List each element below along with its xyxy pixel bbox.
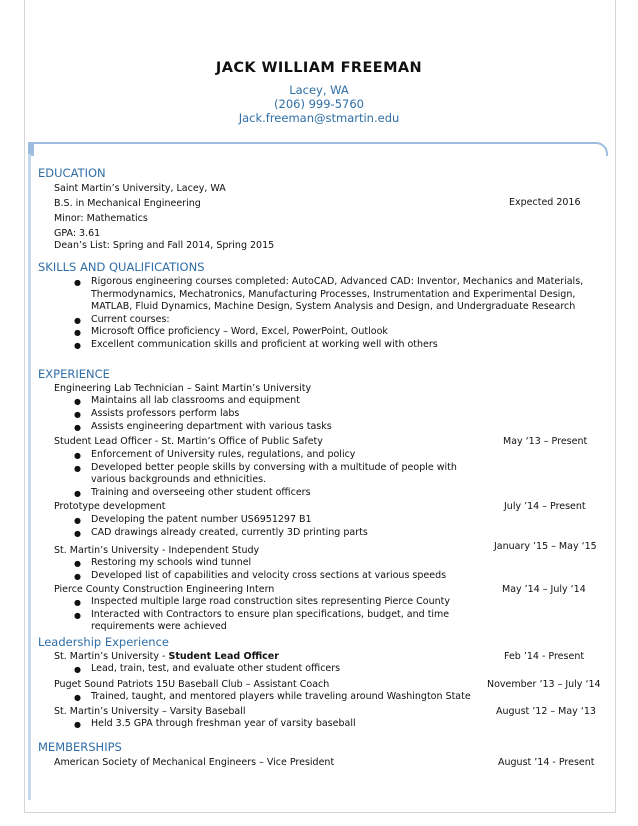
leadership-date: November ’13 – July ‘14 <box>487 679 601 690</box>
job-date: May ‘13 – Present <box>503 436 588 447</box>
bullet-icon: ● <box>74 410 81 419</box>
job-title: Prototype development <box>54 501 166 512</box>
memberships-heading: MEMBERSHIPS <box>38 740 122 754</box>
leadership-title: Puget Sound Patriots 15U Baseball Club – Assistant Coach <box>54 679 330 690</box>
skills-heading: SKILLS AND QUALIFICATIONS <box>38 260 205 274</box>
candidate-name: JACK WILLIAM FREEMAN <box>215 60 423 76</box>
bullet-icon: ● <box>74 559 81 568</box>
job-date: July ’14 – Present <box>504 501 586 512</box>
skills-item: Current courses: <box>91 314 170 325</box>
bullet-icon: ● <box>74 572 81 581</box>
leadership-org: St. Martin’s University - <box>54 651 169 662</box>
bullet-icon: ● <box>74 598 81 607</box>
leadership-bullet: Trained, taught, and mentored players while traveling around Washington State <box>91 691 471 702</box>
candidate-phone: (206) 999-5760 <box>274 97 364 111</box>
candidate-email: Jack.freeman@stmartin.edu <box>238 111 400 125</box>
leadership-date: August ’12 – May ‘13 <box>496 706 596 717</box>
job-bullet: Developed list of capabilities and velocity cross sections at various speeds <box>91 570 447 581</box>
candidate-city: Lacey, WA <box>289 83 349 97</box>
job-title: Pierce County Construction Engineering Intern <box>54 584 275 595</box>
membership-date: August ’14 - Present <box>498 757 595 768</box>
bullet-icon: ● <box>74 278 81 287</box>
bullet-icon: ● <box>74 720 81 729</box>
bullet-icon: ● <box>74 464 81 473</box>
education-degree: B.S. in Mechanical Engineering <box>54 198 201 209</box>
education-minor: Minor: Mathematics <box>54 213 148 224</box>
bullet-icon: ● <box>74 316 81 325</box>
job-bullet: Interacted with Contractors to ensure plan specifications, budget, and time <box>91 609 450 620</box>
skills-item-cont: Thermodynamics, Mechatronics, Manufacturing Processes, Instrumentation and Experimental Design, <box>91 289 576 300</box>
job-bullet-cont: requirements were achieved <box>91 621 227 632</box>
leadership-heading: Leadership Experience <box>38 635 169 649</box>
bullet-icon: ● <box>74 451 81 460</box>
bullet-icon: ● <box>74 693 81 702</box>
experience-heading: EXPERIENCE <box>38 367 110 381</box>
education-deans-list: Dean’s List: Spring and Fall 2014, Spring 2015 <box>54 240 275 251</box>
job-title: Student Lead Officer - St. Martin’s Office of Public Safety <box>54 436 323 447</box>
leadership-role: Student Lead Officer <box>168 651 279 662</box>
education-expected: Expected 2016 <box>509 197 581 208</box>
job-title: St. Martin’s University - Independent Study <box>54 545 260 556</box>
bullet-icon: ● <box>74 529 81 538</box>
education-gpa: GPA: 3.61 <box>54 228 101 239</box>
job-bullet-cont: various backgrounds and ethnicities. <box>91 474 267 485</box>
education-heading: EDUCATION <box>38 166 106 180</box>
job-bullet: Inspected multiple large road construction sites representing Pierce County <box>91 596 450 607</box>
leadership-date: Feb ’14 - Present <box>504 651 585 662</box>
bullet-icon: ● <box>74 516 81 525</box>
job-bullet: CAD drawings already created, currently 3D printing parts <box>91 527 368 538</box>
membership-item: American Society of Mechanical Engineers – Vice President <box>54 757 335 768</box>
job-date: January ’15 – May ‘15 <box>494 541 597 552</box>
job-bullet: Developed better people skills by conversing with a multitude of people with <box>91 462 457 473</box>
bullet-icon: ● <box>74 665 81 674</box>
leadership-bullet: Lead, train, test, and evaluate other student officers <box>91 663 341 674</box>
skills-item-cont: MATLAB, Fluid Dynamics, Machine Design, System Analysis and Design, and Undergraduate Research <box>91 301 576 312</box>
job-bullet: Enforcement of University rules, regulations, and policy <box>91 449 356 460</box>
job-bullet: Maintains all lab classrooms and equipment <box>91 395 300 406</box>
bullet-icon: ● <box>74 489 81 498</box>
job-date: May ’14 – July ‘14 <box>502 584 586 595</box>
bullet-icon: ● <box>74 397 81 406</box>
bullet-icon: ● <box>74 328 81 337</box>
bullet-icon: ● <box>74 341 81 350</box>
skills-item: Excellent communication skills and proficient at working well with others <box>91 339 438 350</box>
leadership-bullet: Held 3.5 GPA through freshman year of varsity baseball <box>91 718 356 729</box>
leadership-title <box>54 650 279 663</box>
job-bullet: Developing the patent number US6951297 B1 <box>91 514 312 525</box>
job-bullet: Restoring my schools wind tunnel <box>91 557 252 568</box>
job-title: Engineering Lab Technician – Saint Martin’s University <box>54 383 312 394</box>
job-bullet: Assists engineering department with various tasks <box>91 421 332 432</box>
header-divider <box>28 142 608 156</box>
bullet-icon: ● <box>74 423 81 432</box>
bullet-icon: ● <box>74 611 81 620</box>
left-accent-bar <box>28 154 31 800</box>
job-bullet: Training and overseeing other student officers <box>91 487 311 498</box>
job-bullet: Assists professors perform labs <box>91 408 240 419</box>
skills-item: Microsoft Office proficiency – Word, Excel, PowerPoint, Outlook <box>91 326 388 337</box>
leadership-title: St. Martin’s University – Varsity Baseball <box>54 706 246 717</box>
education-school: Saint Martin’s University, Lacey, WA <box>54 183 226 194</box>
skills-item: Rigorous engineering courses completed: AutoCAD, Advanced CAD: Inventor, Mechanics and Materials, <box>91 276 584 287</box>
